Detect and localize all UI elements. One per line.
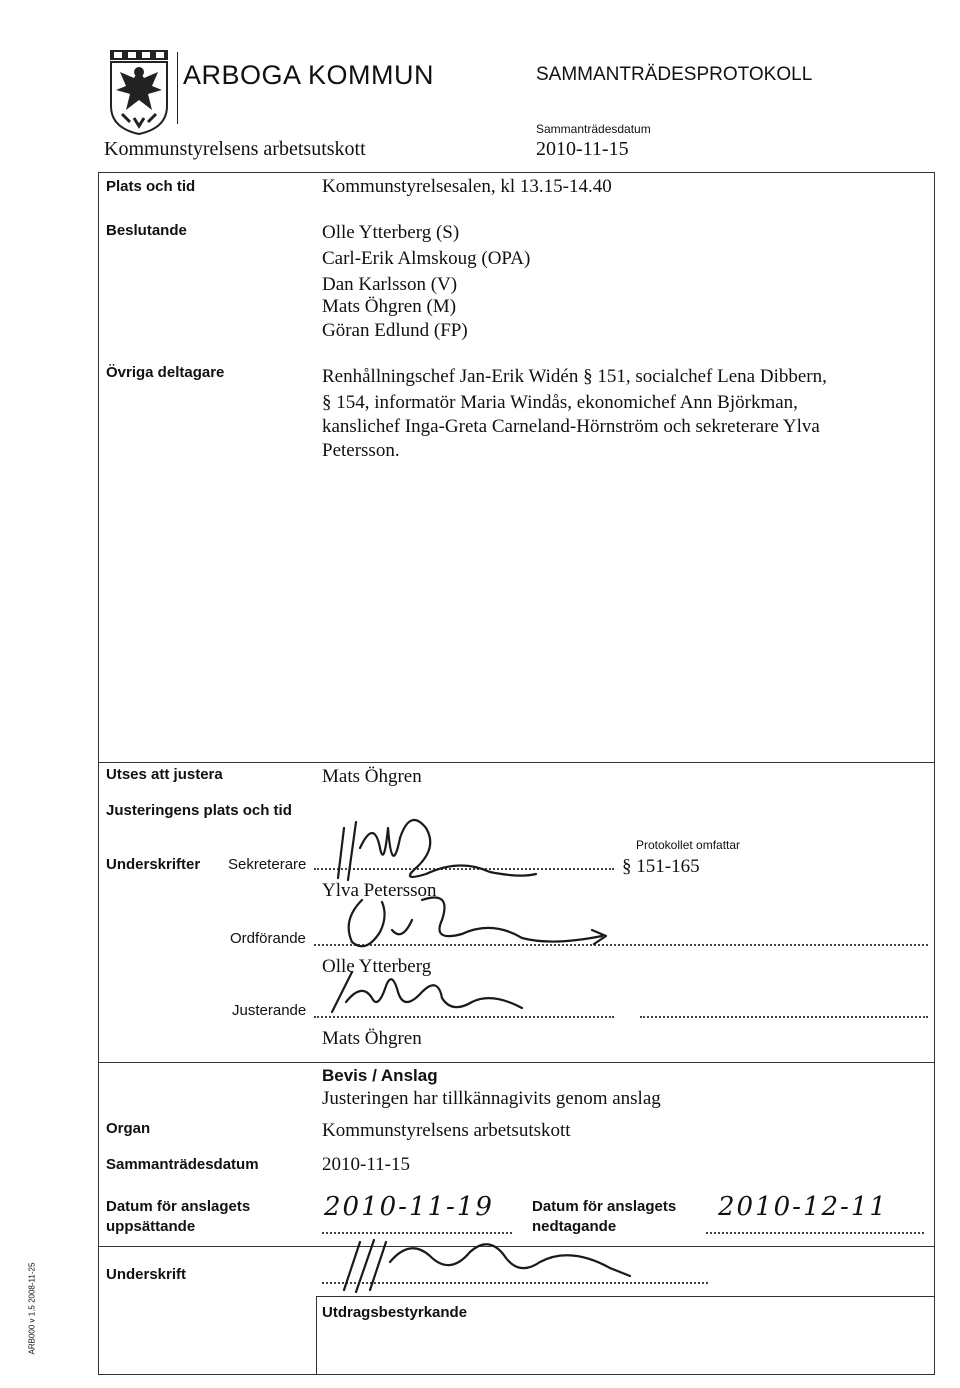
appointed-value: Mats Öhgren — [322, 766, 422, 787]
organ-label: Organ — [106, 1120, 151, 1137]
form-code: ARB000 v 1.5 2008-11-25 — [27, 1262, 37, 1355]
chair-label: Ordförande — [230, 930, 306, 947]
frame-right — [934, 172, 935, 1374]
others-label: Övriga deltagare — [106, 364, 225, 381]
document-type: SAMMANTRÄDESPROTOKOLL — [536, 64, 813, 85]
adjuster-name: Mats Öhgren — [322, 1028, 422, 1049]
header-divider — [177, 52, 178, 124]
section-divider-notice — [98, 1062, 934, 1063]
secretary-label: Sekreterare — [228, 856, 307, 873]
posted-label-2: uppsättande — [106, 1218, 196, 1235]
adjuster-signature — [322, 962, 562, 1022]
date-label: Sammanträdesdatum — [536, 122, 651, 136]
deciding-member: Dan Karlsson (V) — [322, 274, 458, 295]
posted-date-handwritten: 2010-11-19 — [324, 1192, 494, 1222]
deciding-member: Olle Ytterberg (S) — [322, 222, 460, 243]
meeting-date-value: 2010-11-15 — [322, 1154, 410, 1175]
notice-title: Bevis / Anslag — [322, 1066, 438, 1085]
frame-left — [98, 172, 99, 1374]
deciding-member: Carl-Erik Almskoug (OPA) — [322, 248, 531, 269]
removed-date-line — [706, 1232, 924, 1234]
frame-top — [98, 172, 934, 173]
deciding-member: Mats Öhgren (M) — [322, 296, 457, 317]
place-label: Plats och tid — [106, 178, 196, 195]
protocol-label: Protokollet omfattar — [636, 838, 741, 852]
removed-date-handwritten: 2010-12-11 — [718, 1192, 888, 1222]
appointed-label: Utses att justera — [106, 766, 223, 783]
secretary-name: Ylva Petersson — [322, 880, 437, 901]
certified-label: Utdragsbestyrkande — [322, 1304, 468, 1321]
others-line: § 154, informatör Maria Windås, ekonomichef Ann Björkman, — [322, 392, 798, 413]
signatures-label: Underskrifter — [106, 856, 201, 873]
certifier-signature — [330, 1232, 650, 1296]
frame-bottom — [98, 1374, 935, 1375]
chair-name: Olle Ytterberg — [322, 956, 432, 977]
place-time-label: Justeringens plats och tid — [106, 802, 292, 819]
deciding-label: Beslutande — [106, 222, 187, 239]
notice-text: Justeringen har tillkännagivits genom anslag — [322, 1088, 661, 1109]
others-line: Renhållningschef Jan-Erik Widén § 151, socialchef Lena Dibbern, — [322, 366, 827, 387]
others-line: Petersson. — [322, 440, 400, 461]
meeting-date-label: Sammanträdesdatum — [106, 1156, 259, 1173]
place-value: Kommunstyrelsesalen, kl 13.15-14.40 — [322, 176, 612, 197]
posted-label: Datum för anslagets — [106, 1198, 251, 1215]
meeting-date: 2010-11-15 — [536, 138, 629, 160]
adjuster-label: Justerande — [232, 1002, 307, 1019]
certified-left-border — [316, 1296, 317, 1374]
municipality-name: ARBOGA KOMMUN — [183, 60, 435, 90]
protocol-range: § 151-165 — [622, 856, 700, 877]
committee-name: Kommunstyrelsens arbetsutskott — [104, 138, 366, 160]
certified-divider — [316, 1296, 934, 1297]
others-line: kanslichef Inga-Greta Carneland-Hörnström och sekreterare Ylva — [322, 416, 820, 437]
organ-value: Kommunstyrelsens arbetsutskott — [322, 1120, 571, 1141]
form-code-container — [22, 1260, 42, 1360]
section-divider-adjust — [98, 762, 934, 763]
deciding-member: Göran Edlund (FP) — [322, 320, 468, 341]
removed-label: Datum för anslagets — [532, 1198, 677, 1215]
removed-label-2: nedtagande — [532, 1218, 617, 1235]
signature-label: Underskrift — [106, 1266, 187, 1283]
coat-of-arms-icon — [108, 48, 170, 136]
adjuster-signature-line-2 — [640, 1016, 928, 1018]
